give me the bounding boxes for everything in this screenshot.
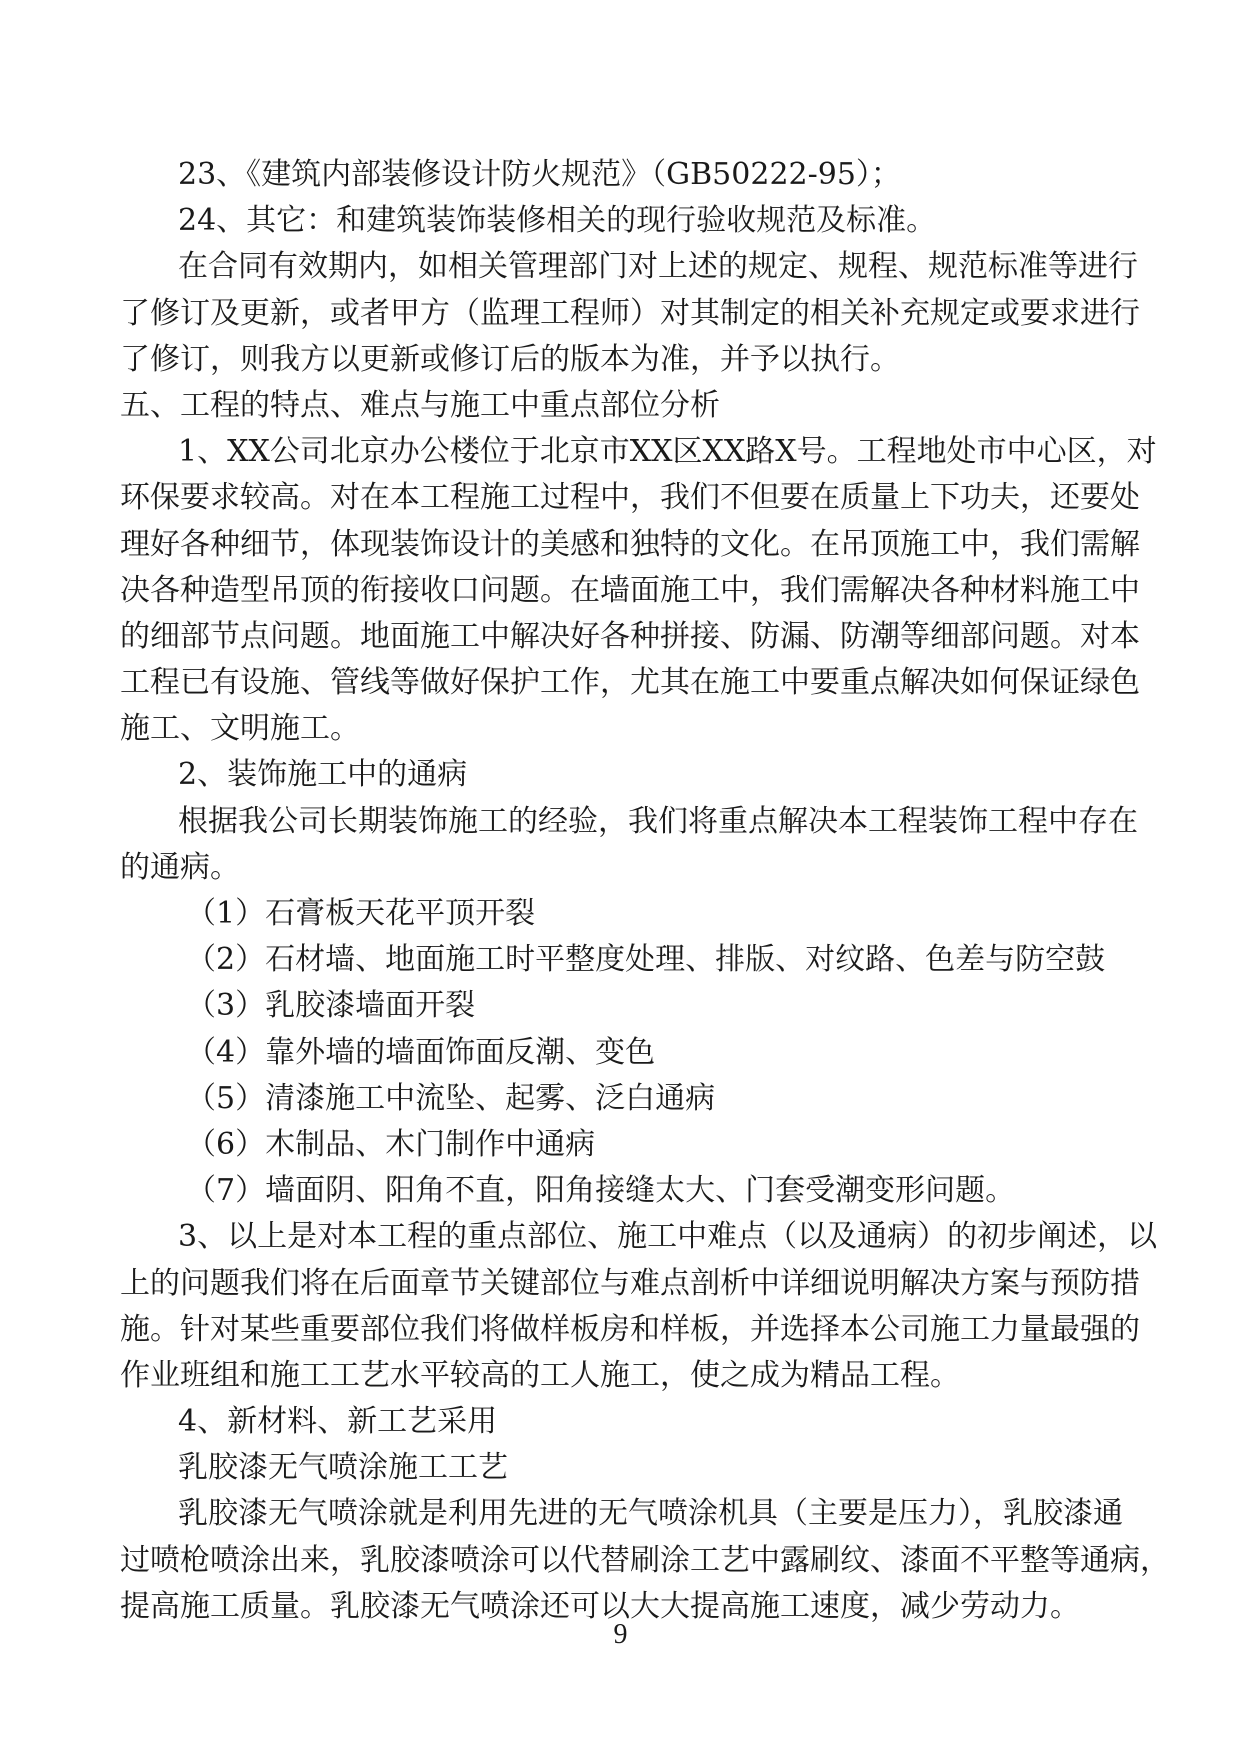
text-line: 乳胶漆无气喷涂就是利用先进的无气喷涂机具（主要是压力），乳胶漆通 <box>178 1496 1123 1532</box>
text-line: 施。针对某些重要部位我们将做样板房和样板，并选择本公司施工力量最强的 <box>120 1311 1140 1347</box>
text-line: 五、工程的特点、难点与施工中重点部位分析 <box>120 387 720 423</box>
text-line: 了修订，则我方以更新或修订后的版本为准，并予以执行。 <box>120 341 900 377</box>
text-line: （6）木制品、木门制作中通病 <box>186 1126 596 1162</box>
text-line: 的通病。 <box>120 849 240 885</box>
text-line: 的细部节点问题。地面施工中解决好各种拼接、防漏、防潮等细部问题。对本 <box>120 618 1140 654</box>
text-line: 理好各种细节，体现装饰设计的美感和独特的文化。在吊顶施工中，我们需解 <box>120 526 1140 562</box>
text-line: 提高施工质量。乳胶漆无气喷涂还可以大大提高施工速度，减少劳动力。 <box>120 1588 1080 1624</box>
text-line: 乳胶漆无气喷涂施工工艺 <box>178 1450 508 1486</box>
text-line: （5）清漆施工中流坠、起雾、泛白通病 <box>186 1080 716 1116</box>
text-line: 施工、文明施工。 <box>120 711 360 747</box>
text-line: 24、其它：和建筑装饰装修相关的现行验收规范及标准。 <box>178 203 937 239</box>
text-line: （4）靠外墙的墙面饰面反潮、变色 <box>186 1034 656 1070</box>
text-line: （1）石膏板天花平顶开裂 <box>186 896 536 931</box>
text-line: （3）乳胶漆墙面开裂 <box>186 988 476 1024</box>
text-line: 在合同有效期内，如相关管理部门对上述的规定、规程、规范标准等进行 <box>178 249 1138 285</box>
text-line: 4、新材料、新工艺采用 <box>178 1404 498 1440</box>
text-line: 工程已有设施、管线等做好保护工作，尤其在施工中要重点解决如何保证绿色 <box>120 665 1140 701</box>
text-line: 3、以上是对本工程的重点部位、施工中难点（以及通病）的初步阐述，以 <box>178 1219 1158 1255</box>
text-line: 根据我公司长期装饰施工的经验，我们将重点解决本工程装饰工程中存在 <box>178 803 1138 839</box>
text-line: 上的问题我们将在后面章节关键部位与难点剖析中详细说明解决方案与预防措 <box>120 1265 1140 1301</box>
text-line: 了修订及更新，或者甲方（监理工程师）对其制定的相关补充规定或要求进行 <box>120 295 1140 331</box>
text-line: （2）石材墙、地面施工时平整度处理、排版、对纹路、色差与防空鼓 <box>186 942 1106 978</box>
text-line: 环保要求较高。对在本工程施工过程中，我们不但要在质量上下功夫，还要处 <box>120 480 1140 516</box>
text-line: 23、《建筑内部装修设计防火规范》（GB50222-95）； <box>178 157 901 192</box>
text-line: 决各种造型吊顶的衔接收口问题。在墙面施工中，我们需解决各种材料施工中 <box>120 572 1140 608</box>
page-number: 9 <box>613 1619 628 1650</box>
text-line: 2、装饰施工中的通病 <box>178 757 468 793</box>
text-line: 作业班组和施工工艺水平较高的工人施工，使之成为精品工程。 <box>120 1357 960 1393</box>
document-body <box>120 152 1170 1630</box>
text-line: 过喷枪喷涂出来，乳胶漆喷涂可以代替刷涂工艺中露刷纹、漆面不平整等通病， <box>120 1542 1170 1578</box>
text-line: （7）墙面阴、阳角不直，阳角接缝太大、门套受潮变形问题。 <box>186 1173 1016 1209</box>
text-line: 1、XX公司北京办公楼位于北京市XX区XX路X号。工程地处市中心区，对 <box>178 434 1157 470</box>
